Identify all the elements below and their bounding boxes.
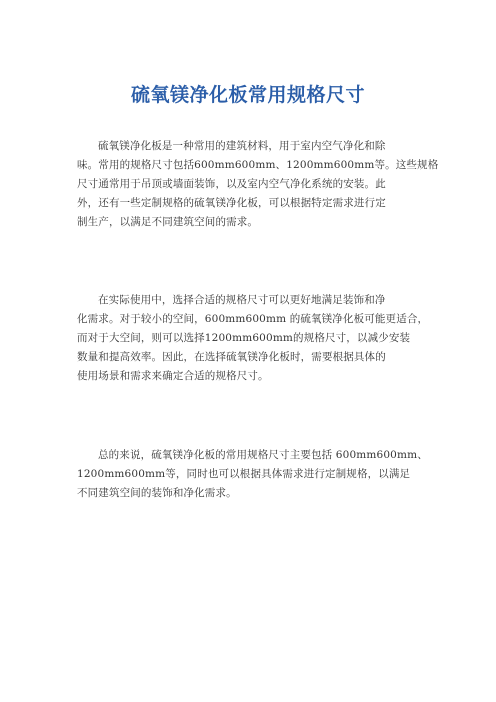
paragraph-line: 外，还有一些定制规格的硫氧镁净化板，可以根据特定需求进行定 (77, 197, 386, 209)
document-title: 硫氧镁净化板常用规格尺寸 (130, 84, 365, 106)
paragraph-line: 硫氧镁净化板是一种常用的建筑材料，用于室内空气净化和除 (98, 140, 386, 152)
paragraph-line: 而对于大空间，则可以选择1200mm600mm的规格尺寸，以减少安装 (77, 332, 411, 344)
paragraph-3 (77, 446, 437, 503)
paragraph-line: 不同建筑空间的装饰和净化需求。 (77, 487, 237, 499)
paragraph-line: 1200mm600mm等，同时也可以根据具体需求进行定制规格，以满足 (77, 468, 411, 480)
paragraph-line: 化需求。对于较小的空间，600mm600mm 的硫氧镁净化板可能更适合， (77, 313, 429, 325)
paragraph-line: 在实际使用中，选择合适的规格尺寸可以更好地满足装饰和净 (98, 294, 386, 306)
paragraph-line: 制生产，以满足不同建筑空间的需求。 (77, 216, 259, 228)
paragraph-line: 数量和提高效率。因此，在选择硫氧镁净化板时，需要根据具体的 (77, 351, 386, 363)
paragraph-line: 尺寸通常用于吊顶或墙面装饰，以及室内空气净化系统的安装。此 (77, 178, 386, 190)
paragraph-line: 使用场景和需求来确定合适的规格尺寸。 (77, 370, 269, 382)
paragraph-line: 味。常用的规格尺寸包括600mm600mm、1200mm600mm等。这些规格 (77, 159, 439, 171)
paragraph-1 (77, 137, 437, 232)
paragraph-line: 总的来说，硫氧镁净化板的常用规格尺寸主要包括 600mm600mm、 (98, 449, 428, 461)
paragraph-2 (77, 291, 437, 386)
